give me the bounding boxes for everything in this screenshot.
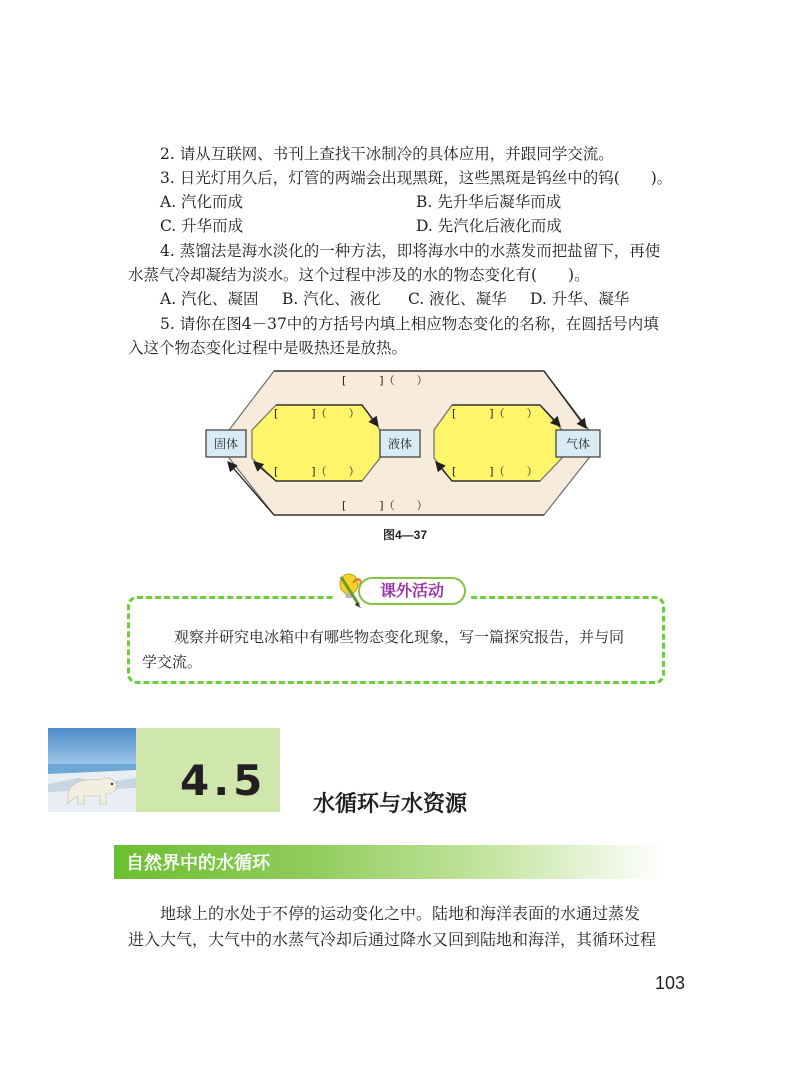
page-number: 103 bbox=[655, 973, 686, 993]
q4-option-c: C. 液化、凝华 bbox=[408, 290, 507, 308]
q3-option-b: B. 先升华后凝华而成 bbox=[416, 193, 562, 211]
section-title: 水循环与水资源 bbox=[313, 792, 468, 817]
liquid-label: 液体 bbox=[387, 437, 413, 451]
paragraph-line2: 进入大气，大气中的水蒸气冷却后通过降水又回到陆地和海洋，其循环过程 bbox=[128, 930, 657, 949]
question-4-line2: 水蒸气冷却凝结为淡水。这个过程中涉及的水的物态变化有( )。 bbox=[128, 266, 590, 284]
q3-option-a: A. 汽化而成 bbox=[160, 193, 244, 211]
q4-option-b: B. 汽化、液化 bbox=[282, 290, 381, 308]
q3-option-c: C. 升华而成 bbox=[160, 217, 244, 235]
subheading: 自然界中的水循环 bbox=[126, 853, 270, 874]
activity-title: 课外活动 bbox=[358, 577, 466, 605]
question-5-line1: 5. 请你在图4－37中的方括号内填上相应物态变化的名称，在圆括号内填 bbox=[160, 315, 659, 333]
blank-outer-bottom: [ ]（ ） bbox=[342, 499, 428, 512]
subheading-bar bbox=[114, 845, 664, 879]
q3-option-d: D. 先汽化后液化而成 bbox=[416, 217, 562, 235]
figure-caption: 图4—37 bbox=[383, 528, 428, 542]
question-5-line2: 入这个物态变化过程中是吸热还是放热。 bbox=[128, 339, 408, 357]
activity-header bbox=[333, 571, 469, 609]
blank-right-bottom: [ ]（ ） bbox=[452, 465, 538, 478]
section-number: 4.5 bbox=[180, 756, 267, 805]
paragraph-line1: 地球上的水处于不停的运动变化之中。陆地和海洋表面的水通过蒸发 bbox=[160, 904, 641, 923]
q4-option-d: D. 升华、凝华 bbox=[530, 290, 630, 308]
blank-left-top: [ ]（ ） bbox=[274, 407, 360, 420]
question-4-line1: 4. 蒸馏法是海水淡化的一种方法，即将海水中的水蒸发而把盐留下，再使 bbox=[160, 242, 661, 260]
q4-option-a: A. 汽化、凝固 bbox=[160, 290, 259, 308]
solid-label: 固体 bbox=[213, 437, 239, 451]
question-3: 3. 日光灯用久后，灯管的两端会出现黑斑，这些黑斑是钨丝中的钨( )。 bbox=[160, 169, 673, 187]
blank-left-bottom: [ ]（ ） bbox=[274, 465, 360, 478]
polar-bear-photo bbox=[48, 728, 136, 812]
question-2: 2. 请从互联网、书刊上查找干冰制冷的具体应用，并跟同学交流。 bbox=[160, 145, 614, 163]
state-change-diagram bbox=[196, 368, 616, 518]
blank-right-top: [ ]（ ） bbox=[452, 407, 538, 420]
blank-outer-top: [ ]（ ） bbox=[342, 374, 428, 387]
activity-text-line2: 学交流。 bbox=[142, 653, 203, 671]
gas-label: 气体 bbox=[565, 437, 591, 451]
activity-text-line1: 观察并研究电冰箱中有哪些物态变化现象，写一篇探究报告，并与同 bbox=[174, 628, 625, 646]
